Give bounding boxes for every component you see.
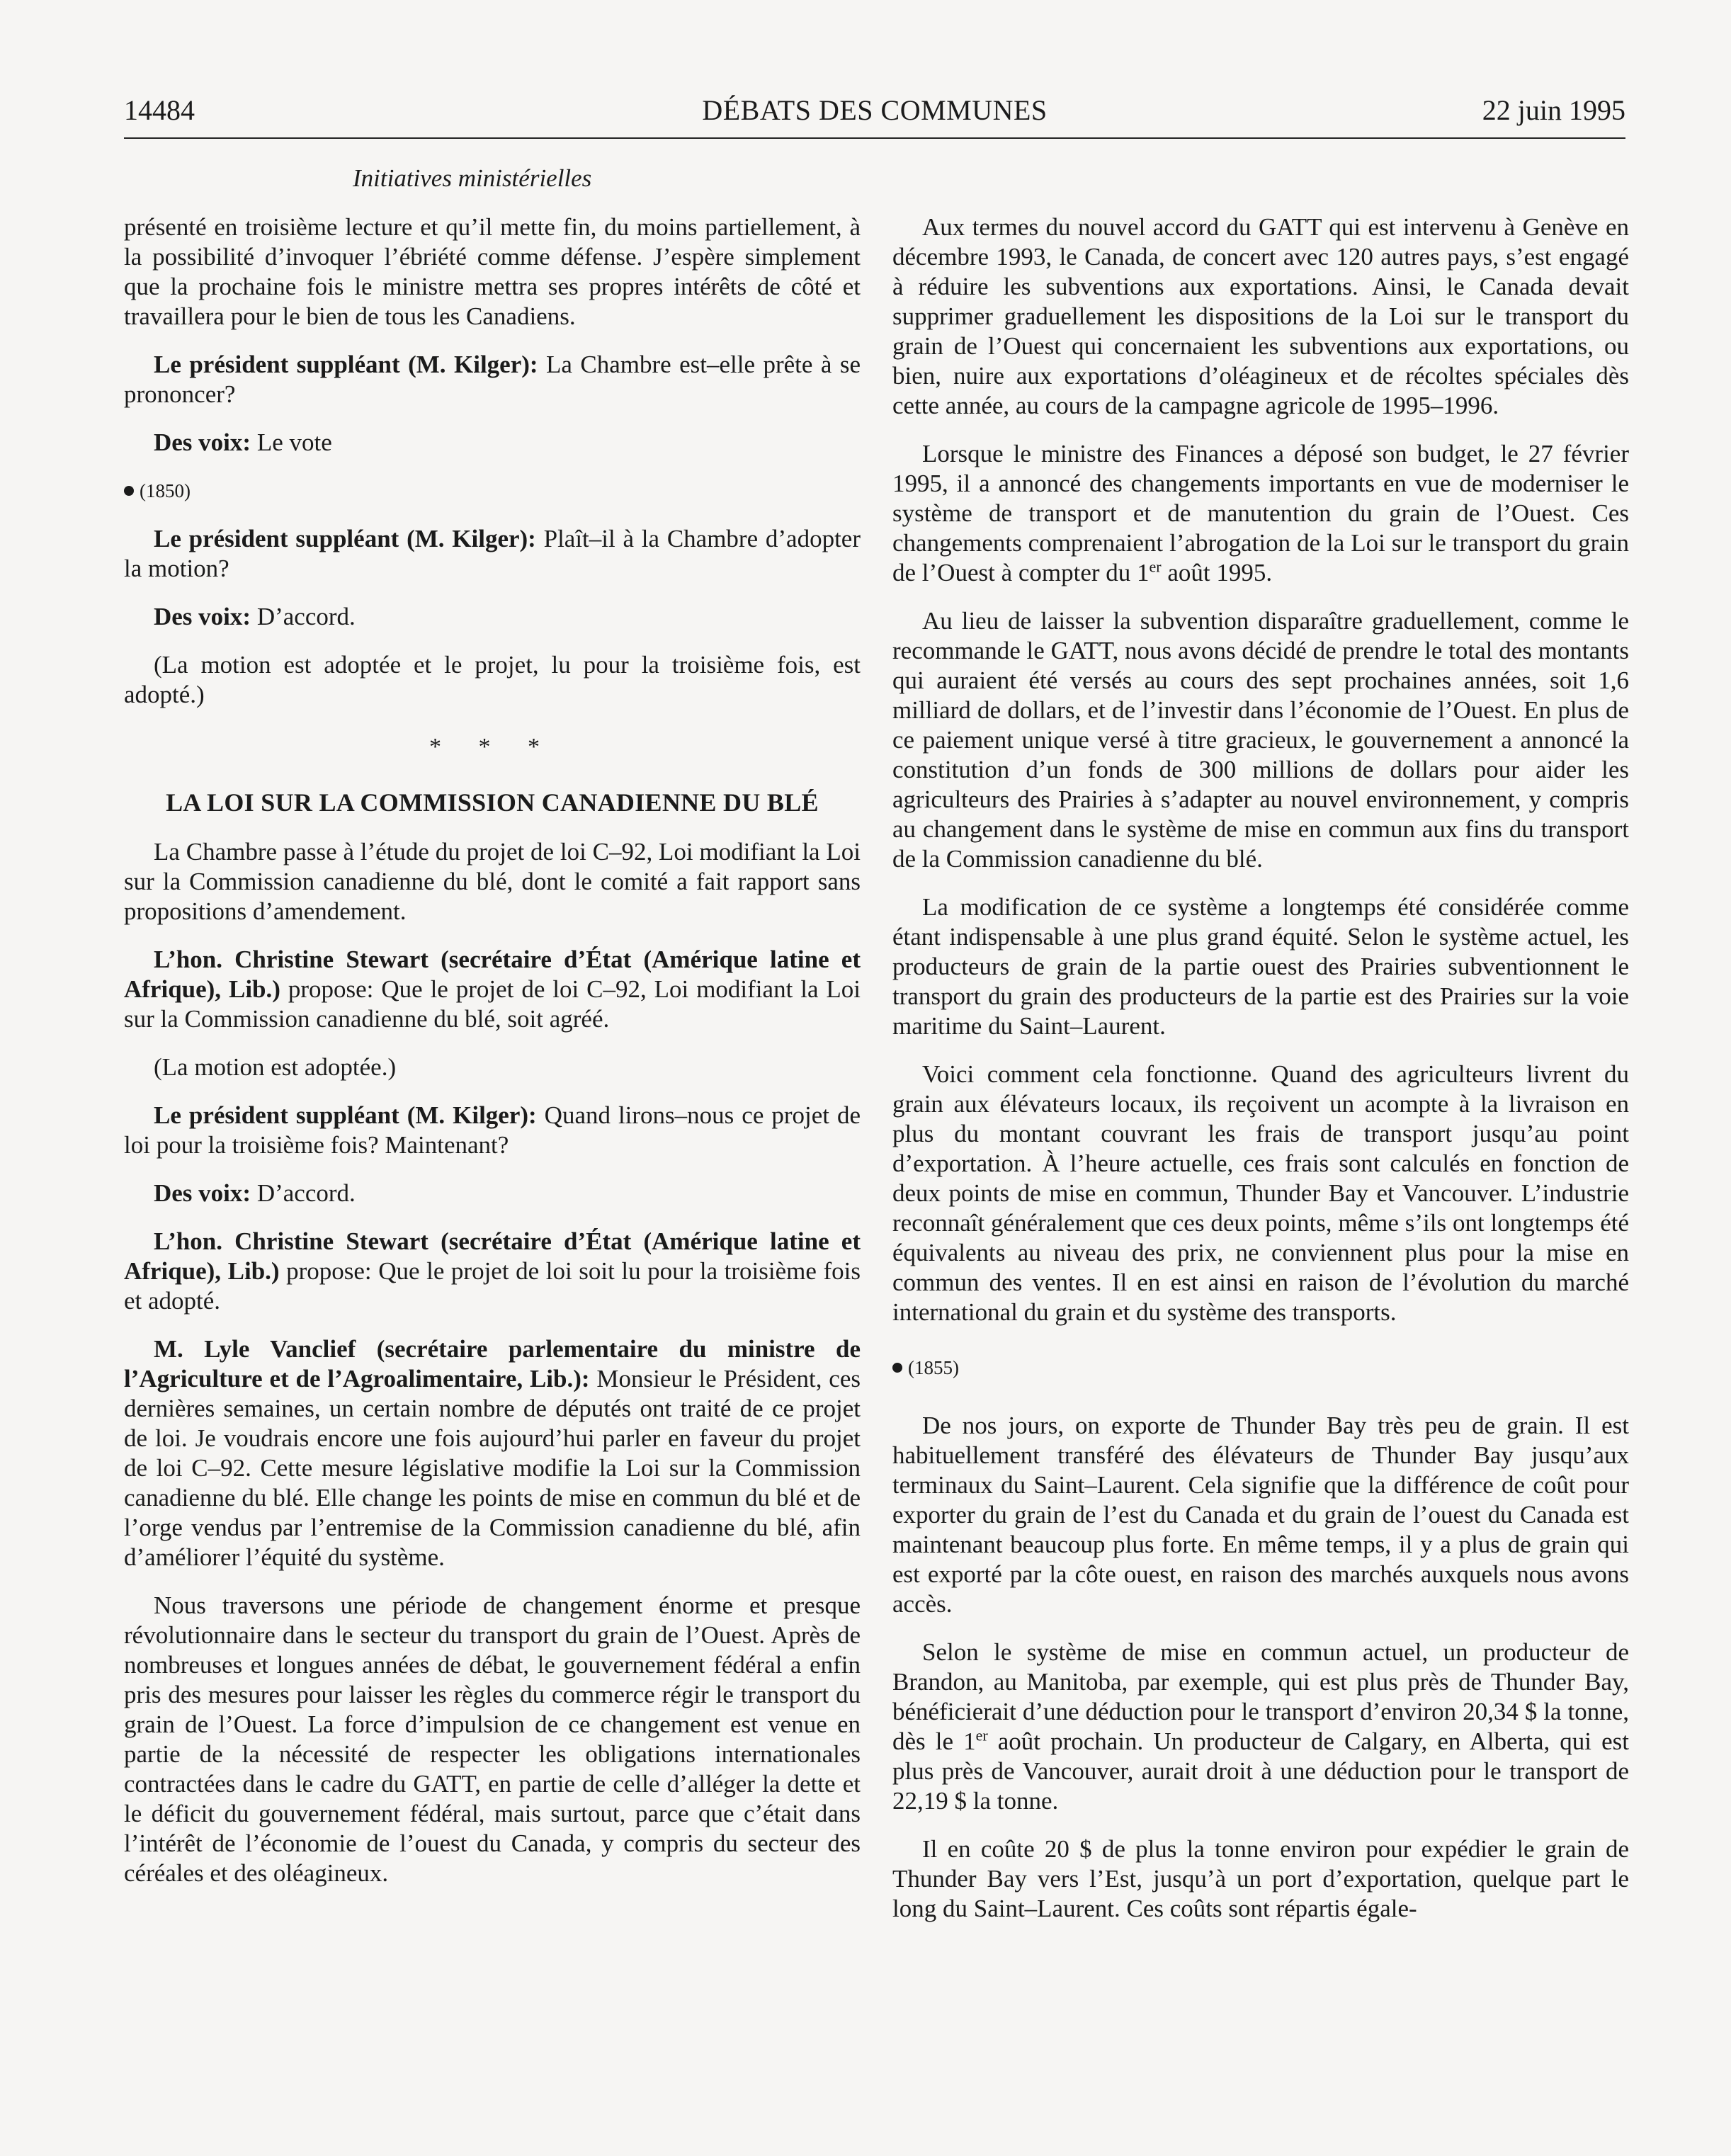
publication-title: DÉBATS DES COMMUNES xyxy=(702,94,1048,126)
paragraph xyxy=(124,602,861,632)
paragraph: De nos jours, on exporte de Thunder Bay très peu de grain. Il est habituellement transféré des élévateurs de Thunder Bay jusqu’aux terminaux du Saint–Laurent. Cela signifie que la différence de coût pour exporter du grain de l’est du Canada et du grain de l’ouest du Canada est maintenant beaucoup plus forte. En même temps, il y a plus de grain qui est exporté par la côte ouest, en raison des marchés auxquels nous avons accès. xyxy=(892,1412,1629,1618)
paragraph xyxy=(124,1179,861,1208)
speech-text: D’accord. xyxy=(251,603,356,630)
paragraph xyxy=(124,1227,861,1316)
speaker-name: Des voix: xyxy=(154,1179,251,1207)
speech-text: Quand lirons–nous ce projet de loi pour la troisième fois? Maintenant? xyxy=(124,1101,861,1159)
paragraph-text: Lorsque le ministre des Finances a déposé son budget, le 27 février 1995, il a annoncé des changements importants en vue de moderniser le système de transport et de manutention du grain de l’Ouest. Ces changements comprenaient l’abrogation de la Loi sur le transport du grain de l’Ouest à compter du 1 xyxy=(892,440,1629,586)
paragraph: (La motion est adoptée.) xyxy=(154,1053,397,1081)
right-column xyxy=(892,212,1629,1942)
time-marker-text: (1850) xyxy=(140,480,191,501)
paragraph xyxy=(124,1101,861,1160)
speaker-name: Le président suppléant (M. Kilger): xyxy=(154,525,536,552)
superscript: er xyxy=(1149,557,1162,576)
speech-text: Le vote xyxy=(251,429,332,456)
paragraph: Nous traversons une période de changement énorme et presque révolutionnaire dans le secteur du transport du grain de l’Ouest. Après de nombreuses et longues années de débat, le gouvernement fédéral a enfin pris des mesures pour laisser les règles du commerce régir le transport du grain de l’Ouest. La force d’impulsion de ce changement est venue en partie de la nécessité de respecter les obligations internationales contractées dans le cadre du GATT, en partie de celle d’alléger la dette et le déficit du gouvernement fédéral, mais surtout, parce que c’était dans l’intérêt de l’économie de l’ouest du Canada, y compris du secteur des céréales et des oléagineux. xyxy=(124,1592,861,1887)
speaker-name: Le président suppléant (M. Kilger): xyxy=(154,1101,537,1129)
paragraph xyxy=(124,1334,861,1572)
speech-text: Plaît–il à la Chambre d’adopter la motion? xyxy=(124,525,861,582)
speech-text: D’accord. xyxy=(251,1179,356,1207)
time-marker-text: (1855) xyxy=(908,1357,959,1378)
paragraph xyxy=(892,439,1629,588)
paragraph xyxy=(124,428,861,458)
paragraph: Au lieu de laisser la subvention disparaître graduellement, comme le recommande le GATT, nous avons décidé de prendre le total des montants qui auraient été versés au cours des sept prochaines années, soit 1,6 milliard de dollars, et de l’investir dans l’économie de l’Ouest. En plus de ce paiement unique versé à titre gracieux, le gouvernement a annoncé la constitution d’un fonds de 300 millions de dollars pour aider les agriculteurs des Prairies à s’adapter au nouvel environnement, y compris au changement dans le système de mise en commun aux fins du transport de la Commission canadienne du blé. xyxy=(892,607,1629,873)
section-label: Initiatives ministérielles xyxy=(353,164,592,192)
paragraph: La Chambre passe à l’étude du projet de loi C–92, Loi modifiant la Loi sur la Commission canadienne du blé, dont le comité a fait rapport sans propositions d’amendement. xyxy=(124,838,861,925)
speaker-name: Le président suppléant (M. Kilger): xyxy=(154,351,538,378)
paragraph: (La motion est adoptée et le projet, lu pour la troisième fois, est adopté.) xyxy=(124,651,861,708)
paragraph: Il en coûte 20 $ de plus la tonne environ pour expédier le grain de Thunder Bay vers l’Est, jusqu’à un port d’exportation, quelque part le long du Saint–Laurent. Ces coûts sont répartis égale- xyxy=(892,1835,1629,1922)
speaker-name: M. Lyle Vanclief (secrétaire parlementaire du ministre de l’Agriculture et de l’Agroalimentaire, Lib.): xyxy=(124,1335,861,1392)
bullet-icon xyxy=(124,486,134,496)
paragraph-text: Selon le système de mise en commun actuel, un producteur de Brandon, au Manitoba, par exemple, qui est plus près de Thunder Bay, bénéficierait d’une déduction pour le transport d’environ 20,34 $ la tonne, dès le 1 xyxy=(892,1638,1629,1755)
page-number: 14484 xyxy=(124,94,195,126)
page-date: 22 juin 1995 xyxy=(1482,94,1625,126)
paragraph xyxy=(124,350,861,409)
speech-text: propose: Que le projet de loi C–92, Loi modifiant la Loi sur la Commission canadienne du blé, soit agréé. xyxy=(124,975,861,1033)
paragraph-text: août prochain. Un producteur de Calgary, en Alberta, qui est plus près de Vancouver, aurait droit à une déduction pour le transport de 22,19 $ la tonne. xyxy=(892,1727,1629,1815)
speaker-name: L’hon. Christine Stewart (secrétaire d’État (Amérique latine et Afrique), Lib.) xyxy=(124,1227,861,1285)
paragraph xyxy=(124,945,861,1034)
speaker-name: Des voix: xyxy=(154,429,251,456)
paragraph: Voici comment cela fonctionne. Quand des agriculteurs livrent du grain aux élévateurs locaux, ils reçoivent un acompte à la livraison en plus du montant couvrant les frais de transport jusqu’au point d’exportation. À l’heure actuelle, ces frais sont calculés en fonction de deux points de mise en commun, Thunder Bay et Vancouver. L’industrie reconnaît généralement que ces deux points, même s’ils ont longtemps été équivalents au niveau des prix, ne conviennent plus pour la mise en commun des ventes. Il en est ainsi en raison de l’évolution du marché international du grain et du système des transports. xyxy=(892,1060,1629,1326)
time-marker xyxy=(124,476,861,506)
superscript: er xyxy=(975,1726,988,1744)
left-column xyxy=(124,212,861,1907)
speech-text: Monsieur le Président, ces dernières semaines, un certain nombre de députés ont traité de ce projet de loi. Je voudrais encore une fois aujourd’hui parler en faveur du projet de loi C–92. Cette mesure législative modifie la Loi sur la Commission canadienne du blé. Elle change les points de mise en commun du blé et de l’orge vendus par l’entremise de la Commission canadienne du blé, afin d’améliorer l’équité du système. xyxy=(124,1365,861,1571)
paragraph: La modification de ce système a longtemps été considérée comme étant indispensable à une plus grand équité. Selon le système actuel, les producteurs de grain de la partie ouest des Prairies subventionnent le transport du grain des producteurs de la partie est des Prairies sur la voie maritime du Saint–Laurent. xyxy=(892,893,1629,1040)
speaker-name: Des voix: xyxy=(154,603,251,630)
time-marker xyxy=(892,1353,1629,1383)
paragraph: présenté en troisième lecture et qu’il mette fin, du moins partiellement, à la possibilité d’invoquer l’ébriété comme défense. J’espère simplement que la prochaine fois le ministre mettra ses propres intérêts de côté et travaillera pour le bien de tous les Canadiens. xyxy=(124,213,861,330)
page-header xyxy=(124,91,1625,139)
bullet-icon xyxy=(892,1363,902,1373)
paragraph xyxy=(124,524,861,584)
speaker-name: L’hon. Christine Stewart (secrétaire d’État (Amérique latine et Afrique), Lib.) xyxy=(124,946,861,1003)
paragraph xyxy=(892,1638,1629,1816)
paragraph-text: août 1995. xyxy=(1161,559,1273,586)
paragraph: Aux termes du nouvel accord du GATT qui est intervenu à Genève en décembre 1993, le Canada, de concert avec 120 autres pays, s’est engagé à réduire les subventions aux exportations. Ainsi, le Canada devait supprimer graduellement les dispositions de la Loi sur le transport du grain de l’Ouest qui concernaient les subventions aux exportations, ou bien, nuire aux exportations d’oléagineux et de récoltes spéciales dès cette année, au cours de la campagne agricole de 1995–1996. xyxy=(892,213,1629,419)
section-separator: * * * xyxy=(429,734,555,760)
speech-text: La Chambre est–elle prête à se prononcer? xyxy=(124,351,861,408)
section-heading: LA LOI SUR LA COMMISSION CANADIENNE DU BLÉ xyxy=(166,788,819,817)
speech-text: propose: Que le projet de loi soit lu pour la troisième fois et adopté. xyxy=(124,1257,861,1315)
